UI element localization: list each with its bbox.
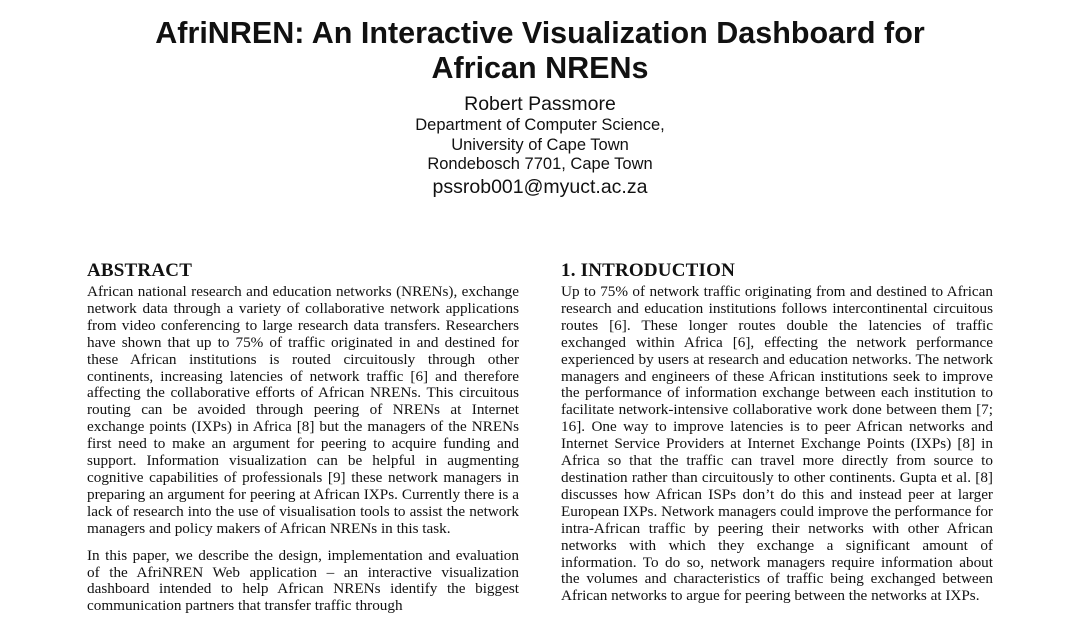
right-column xyxy=(561,260,993,605)
author-email: pssrob001@myuct.ac.za xyxy=(432,176,648,199)
introduction-paragraph-1: Up to 75% of network traffic originating from and destined to African research and education institutions follows intercontinental circuitous routes [6]. These longer routes double the latencies of traffic exchanged within Africa [6], effecting the network performance experienced by users at research and education networks. The network managers and engineers of these African institutions seek to improve the performance of information exchange between each institution to facilitate network-intensive collaborative work done between them [7; 16]. One way to improve latencies is to peer African networks and Internet Service Providers at Internet Exchange Points (IXPs) [8] in Africa so that the traffic can travel more directly from source to destination rather than circuitously to other continents. Gupta et al. [8] discusses how African ISPs don’t do this and instead peer at larger European IXPs. Network managers could improve the performance for intra-African traffic by peering their networks with other African networks with which they exchange a significant amount of information. To do so, network managers require information about the volumes and characteristics of traffic being exchanged between African networks to argue for peering between the networks at IXPs. xyxy=(561,283,993,605)
author-block xyxy=(0,93,1080,199)
author-name: Robert Passmore xyxy=(464,93,616,115)
paper-title-line-1: AfriNREN: An Interactive Visualization Dashboard for xyxy=(155,16,925,50)
introduction-heading: 1. INTRODUCTION xyxy=(561,260,736,281)
paper-title xyxy=(0,16,1080,86)
abstract-paragraph-1: African national research and education networks (NRENs), exchange network data through a variety of collaborative network applications from video conferencing to large research data transfers. Researchers have shown that up to 75% of traffic originated in and destined for these African institutions is routed circuitously through other continents, increasing latencies of network traffic [6] and therefore affecting the collaborative efforts of African NRENs. This circuitous routing can be avoided through peering of NRENs at Internet exchange points (IXPs) in Africa [8] but the managers of the NRENs first need to make an argument for peering to acquire funding and support. Information visualization can be helpful in augmenting cognitive capabilities of professionals [9] these network managers in preparing an argument for peering at African IXPs. Currently there is a lack of research into the use of visualisation tools to assist the network managers and policy makers of African NRENs in this task. xyxy=(87,283,519,537)
paper-title-line-2: African NRENs xyxy=(431,51,649,85)
abstract-paragraph-2: In this paper, we describe the design, implementation and evaluation of the AfriNREN Web application – an interactive visualization dashboard intended to help African NRENs identify the biggest communication partners that transfer traffic through xyxy=(87,546,519,615)
abstract-heading: ABSTRACT xyxy=(87,260,193,281)
author-university: University of Cape Town xyxy=(451,135,629,154)
author-department: Department of Computer Science, xyxy=(415,116,665,134)
author-address: Rondebosch 7701, Cape Town xyxy=(427,155,653,174)
left-column xyxy=(87,260,519,615)
